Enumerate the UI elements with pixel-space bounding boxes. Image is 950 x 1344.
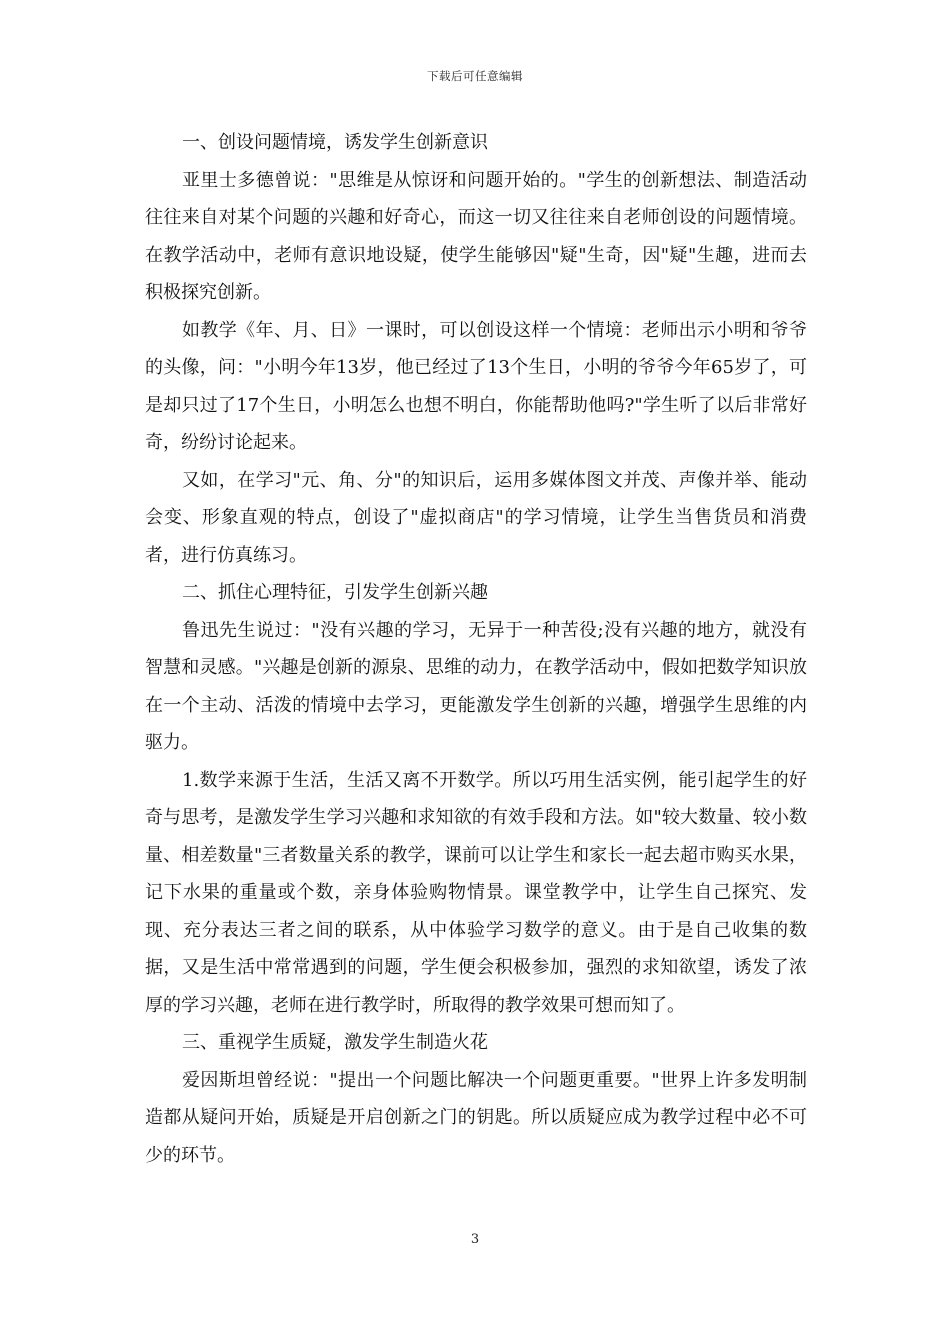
paragraph: 鲁迅先生说过："没有兴趣的学习，无异于一种苦役;没有兴趣的地方，就没有智慧和灵感。"兴趣是创新的源泉、思维的动力，在教学活动中，假如把数学知识放在一个主动、活泼的情境中去学习，更能激发学生创新的兴趣，增强学生思维的内驱力。 [145, 619, 807, 753]
section-heading: 三、重视学生质疑，激发学生制造火花 [182, 1032, 488, 1053]
paragraph: 亚里士多德曾说："思维是从惊讶和问题开始的。"学生的创新想法、制造活动往往来自对某个问题的兴趣和好奇心，而这一切又往往来自老师创设的问题情境。在教学活动中，老师有意识地设疑，使学生能够因"疑"生奇，因"疑"生趣，进而去积极探究创新。 [145, 169, 807, 303]
document-body [145, 124, 807, 1174]
paragraph: 又如，在学习"元、角、分"的知识后，运用多媒体图文并茂、声像并举、能动会变、形象直观的特点，创设了"虚拟商店"的学习情境，让学生当售货员和消费者，进行仿真练习。 [145, 469, 807, 566]
paragraph: 如教学《年、月、日》一课时，可以创设这样一个情境：老师出示小明和爷爷的头像，问："小明今年13岁，他已经过了13个生日，小明的爷爷今年65岁了，可是却只过了17个生日，小明怎么也想不明白，你能帮助他吗?"学生听了以后非常好奇，纷纷讨论起来。 [145, 319, 807, 453]
paragraph: 爱因斯坦曾经说："提出一个问题比解决一个问题更重要。"世界上许多发明制造都从疑问开始，质疑是开启创新之门的钥匙。所以质疑应成为教学过程中必不可少的环节。 [145, 1069, 807, 1166]
section-heading: 一、创设问题情境，诱发学生创新意识 [182, 132, 488, 153]
paragraph: 1.数学来源于生活，生活又离不开数学。所以巧用生活实例，能引起学生的好奇与思考，是激发学生学习兴趣和求知欲的有效手段和方法。如"较大数量、较小数量、相差数量"三者数量关系的教学，课前可以让学生和家长一起去超市购买水果，记下水果的重量或个数，亲身体验购物情景。课堂教学中，让学生自己探究、发现、充分表达三者之间的联系，从中体验学习数学的意义。由于是自己收集的数据，又是生活中常常遇到的问题，学生便会积极参加，强烈的求知欲望，诱发了浓厚的学习兴趣，老师在进行教学时，所取得的教学效果可想而知了。 [145, 769, 807, 1016]
page-number: 3 [470, 1232, 480, 1247]
page-header-note: 下载后可任意编辑 [427, 69, 523, 83]
section-heading: 二、抓住心理特征，引发学生创新兴趣 [182, 582, 488, 603]
